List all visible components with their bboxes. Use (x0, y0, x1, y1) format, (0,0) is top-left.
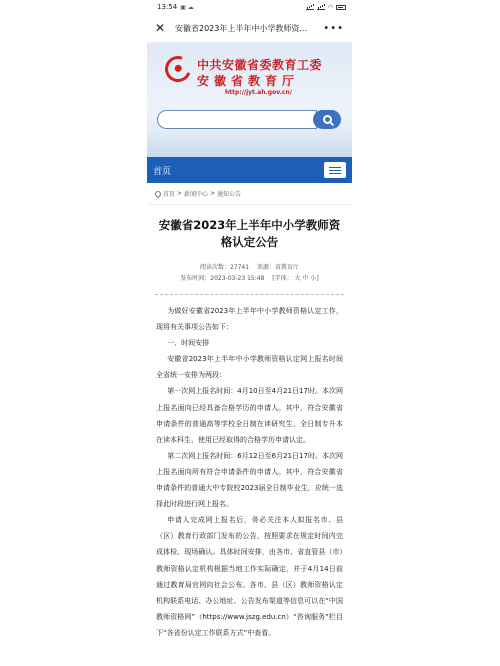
status-bar (147, 0, 352, 14)
breadcrumb-separator: > (177, 190, 183, 197)
search-icon (323, 115, 332, 124)
paragraph: 第二次网上报名时间：6月12日至6月21日17时。本次网上报名面向所有符合申请条件的申请人。其中，符合安徽省申请条件的普通大中专院校2023届全日制毕业生，应统一选择此时段进行网上报名。 (156, 451, 343, 509)
location-pin-icon (154, 189, 162, 197)
paragraph: 申请人完成网上报名后，务必关注本人拟报名市、县（区）教育行政部门发布的公告，按照要求在规定时间内完成体检、现场确认。具体时间安排，由各市、省直管县（市）教师资格认定机构根据当地工作实际确定，并于4月14日前通过教育局官网向社会公布。各市、县（区）教师资格认定机构联系电话、办公地址、公告发布渠道等信息可以在“中国教师资格网”（https://www.jszg.edu.cn）“咨询服务”栏目下“各省份认定工作联系方式”中查看。 (156, 516, 343, 637)
breadcrumb-home[interactable]: 首页 (163, 191, 176, 198)
paragraph: 为做好安徽省2023年上半年中小学教师资格认定工作，现将有关事项公告如下： (156, 307, 343, 332)
mobile-screen (147, 0, 352, 666)
status-right (306, 4, 346, 11)
status-left (157, 3, 194, 11)
signal-icon-2 (317, 4, 325, 10)
font-size-switcher[interactable]: [字体： 大 中 小] (272, 275, 319, 282)
search-bar (157, 110, 341, 129)
breadcrumb (147, 183, 352, 205)
paragraph: 安徽省2023年上半年中小学教师资格认定网上报名时间全省统一安排为两段： (156, 355, 343, 380)
site-banner (147, 43, 352, 157)
section-heading: 一、时间安排 (167, 339, 210, 348)
view-count: 阅读次数：27741 (199, 264, 250, 271)
search-button[interactable] (313, 110, 341, 129)
article-source: 来源：省教育厅 (257, 264, 300, 271)
article-meta (147, 262, 352, 284)
paragraph: 第一次网上报名时间：4月10日至4月21日17时。本次网上报名面向已经具备合格学历的申请人。其中，符合安徽省申请条件的普通高等学校全日制在读研究生、全日制专升本在读本科生、使用已经取得的合格学历申请认定。 (156, 387, 343, 444)
more-menu-icon[interactable]: ••• (323, 22, 344, 34)
clock: 13:54 (157, 3, 178, 11)
menu-line (329, 167, 341, 168)
breadcrumb-news[interactable]: 新闻中心 (184, 191, 209, 198)
search-input[interactable] (157, 110, 317, 129)
org-name-line2: 安徽省教育厅 (197, 74, 300, 88)
hamburger-menu-button[interactable] (324, 162, 346, 178)
close-icon[interactable]: ✕ (155, 21, 166, 35)
article-title: 安徽省2023年上半年中小学教师资格认定公告 (158, 218, 341, 249)
emblem-logo-icon (161, 52, 196, 87)
menu-line (329, 170, 341, 171)
publish-time: 发布时间：2023-03-23 15:48 (180, 275, 265, 282)
org-name-line1: 中共安徽省委教育工委 (197, 58, 323, 72)
breadcrumb-notices[interactable]: 通知公告 (217, 191, 242, 198)
battery-icon (336, 5, 346, 10)
browser-navbar (147, 14, 352, 43)
breadcrumb-separator: > (210, 190, 216, 197)
home-link[interactable]: 首页 (153, 166, 172, 177)
site-url: http://jyt.ah.gov.cn/ (225, 89, 292, 96)
article-body (147, 295, 352, 641)
notification-icons: ▣ ☁ (180, 3, 194, 11)
signal-icon (306, 4, 314, 10)
wifi-icon: ◠ (327, 3, 333, 11)
main-menu-bar (147, 157, 352, 183)
menu-line (329, 173, 341, 174)
banner-wave-decoration (147, 129, 352, 157)
page-title: 安徽省2023年上半年中小学教师资... (175, 23, 307, 33)
